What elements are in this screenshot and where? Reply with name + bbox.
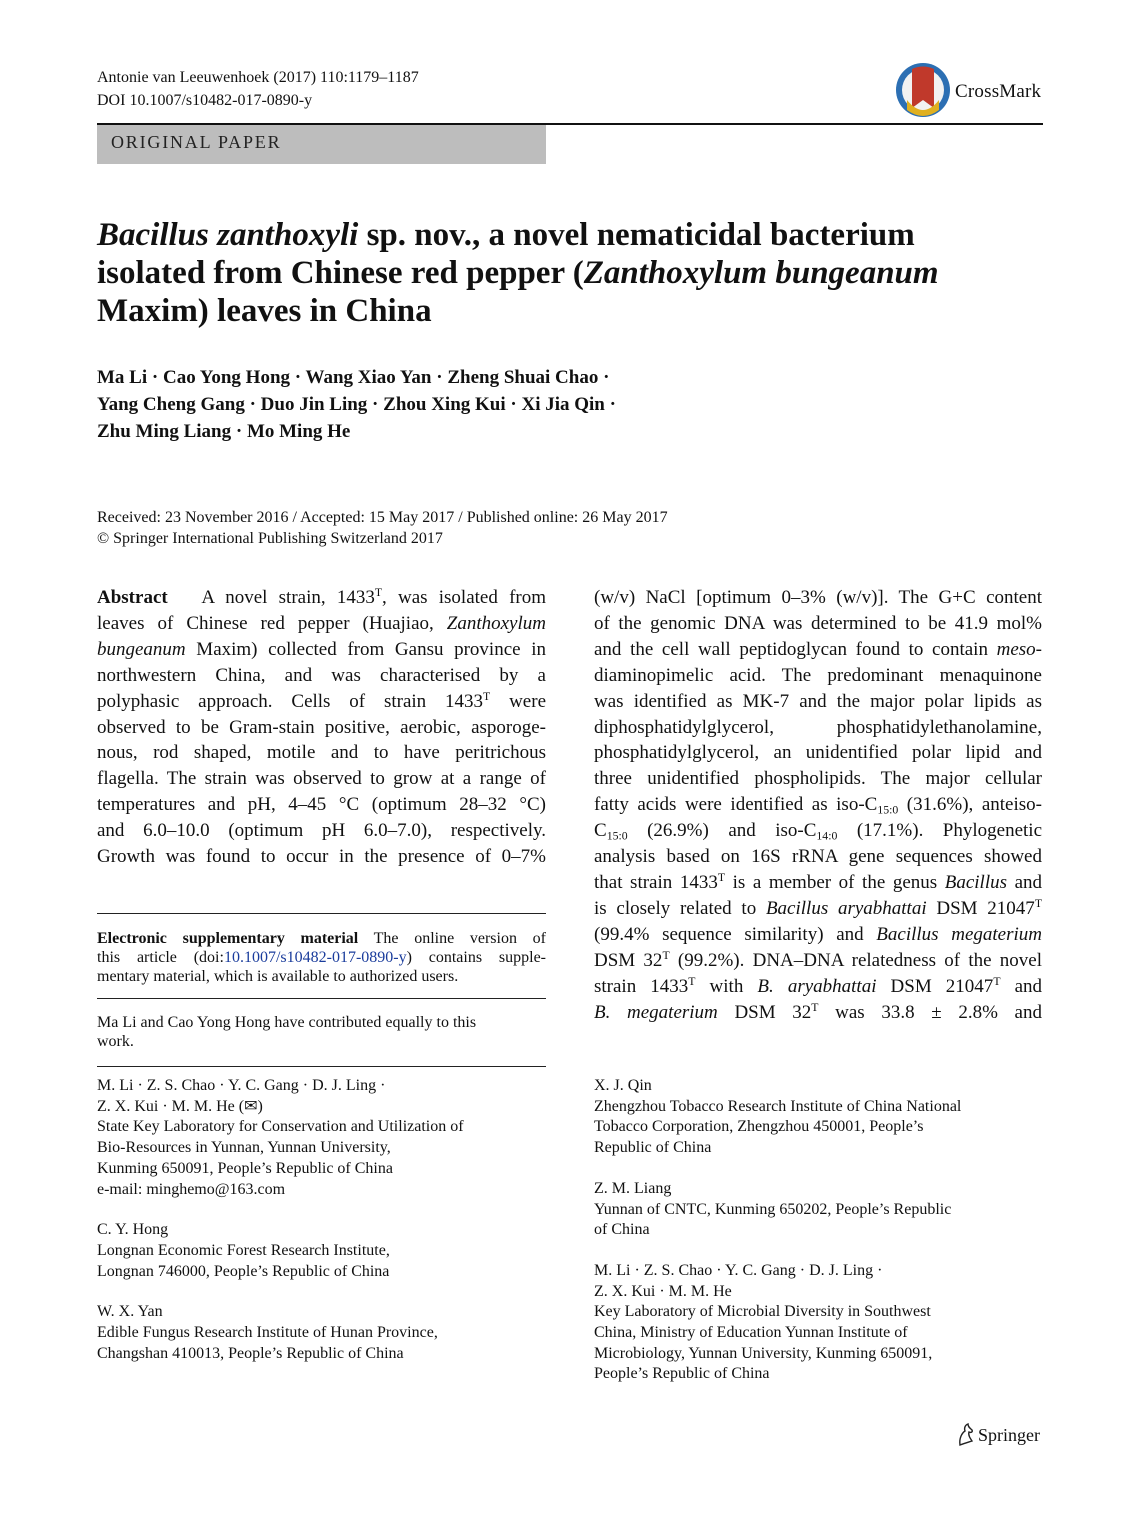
crossmark-label[interactable]: CrossMark xyxy=(955,81,1042,102)
author-list xyxy=(97,364,616,445)
affiliation-block: M. Li · Z. S. Chao · Y. C. Gang · D. J. Ling · Z. X. Kui · M. M. He Key Laboratory of Microbial Diversity in Southwest China, Ministry of Education Yunnan Institute of Microbiology, Yunnan University, Kunming 650091, People’s Republic of China xyxy=(594,1261,933,1383)
equal-contribution-note: Ma Li and Cao Yong Hong have contributed equally to this work. xyxy=(97,1014,477,1050)
doi-link[interactable]: 10.1007/s10482-017-0890-y xyxy=(223,949,407,966)
author-line: Yang Cheng Gang · Duo Jin Ling · Zhou Xing Kui · Xi Jia Qin · xyxy=(97,394,616,415)
title-species-name: Bacillus zanthoxyli xyxy=(97,217,359,253)
publisher-name: Springer xyxy=(978,1425,1040,1445)
affiliation-block: M. Li · Z. S. Chao · Y. C. Gang · D. J. Ling · Z. X. Kui · M. M. He (✉) State Key Laboratory for Conservation and Utilization of Bio-Resources in Yunnan, Yunnan University, Kunming 650091, People’s Republic of China e-mail: minghemo@163.com xyxy=(97,1076,464,1200)
esm-heading: Electronic supplementary material xyxy=(97,930,359,947)
footnote-rule xyxy=(97,998,546,999)
corresponding-email[interactable]: e-mail: minghemo@163.com xyxy=(97,1180,286,1198)
author-line: Zhu Ming Liang · Mo Ming He xyxy=(97,421,351,442)
journal-citation: Antonie van Leeuwenhoek (2017) 110:1179–1187 xyxy=(97,69,419,86)
publication-dates: Received: 23 November 2016 / Accepted: 15 May 2017 / Published online: 26 May 2017 © Springer International Publishing Switzerland 2017 xyxy=(97,509,668,547)
affiliation-block: X. J. Qin Zhengzhou Tobacco Research Institute of China National Tobacco Corporation, Zhengzhou 450001, People’s Republic of China xyxy=(594,1077,962,1157)
springer-horse-icon xyxy=(956,1423,976,1447)
abstract-left-column: Abstract A novel strain, $1433^T$, was isolated from leaves of Chinese red pepper (Huajiao, Zanthoxylum bungeanum Maxim) collected from Gansu province in northwestern China, and was characterised by a polyphasic approach. Cells of strain $1433^T$ were observed to be Gram-stain positive, aerobic, asporoge- nous, rod shaped, motile and to have peritrichous flagella. The strain was observed to grow at a range of temperatures and pH, 4–45 °C (optimum 28–32 °C) and 6.0–10.0 (optimum pH 6.0–7.0), respectively. Growth was found to occur in the presence of 0–7% xyxy=(97,585,547,868)
affiliations-right xyxy=(594,1076,961,1405)
author-line: Ma Li · Cao Yong Hong · Wang Xiao Yan · Zheng Shuai Chao · xyxy=(97,367,610,388)
supplementary-material-note: Electronic supplementary material The online version of this article (doi:10.1007/s10482-017-0890-y) contains supple- mentary material, which is available to authorized users. xyxy=(97,930,546,985)
title-host-plant: Zanthoxylum bungeanum xyxy=(583,255,939,291)
affiliation-block: C. Y. Hong Longnan Economic Forest Research Institute, Longnan 746000, People’s Republic of China xyxy=(97,1221,390,1280)
affiliation-block: Z. M. Liang Yunnan of CNTC, Kunming 650202, People’s Republic of China xyxy=(594,1179,952,1239)
copyright-line: © Springer International Publishing Switzerland 2017 xyxy=(97,530,443,547)
abstract-heading: Abstract xyxy=(97,587,168,608)
affiliation-rule xyxy=(97,1066,546,1067)
abstract-right-column: (w/v) NaCl [optimum 0–3% (w/v)]. The G+C content of the genomic DNA was determined to be 41.9 mol% and the cell wall peptidoglycan found to contain meso- diaminopimelic acid. The predominant menaquinone was identified as MK-7 and the major polar lipids as diphosphatidylglycerol, phosphatidylethanolamine, phosphatidylglycerol, an unidentified polar lipid and three unidentified phospholipids. The major cellular fatty acids were identified as iso-$C_{15:0}$ (31.6%), anteiso- $C_{15:0}$ (26.9%) and iso-$C_{14:0}$ (17.1%). Phylogenetic analysis based on 16S rRNA gene sequences showed that strain $1433^T$ is a member of the genus Bacillus and is closely related to Bacillus aryabhattai DSM $21047^T$ (99.4% sequence similarity) and Bacillus megaterium DSM $32^T$ (99.2%). DNA–DNA relatedness of the novel strain $1433^T$ with B. aryabhattai DSM $21047^T$ and B. megaterium DSM $32^T$ was 33.8 ± 2.8% and xyxy=(594,587,1043,1023)
footnote-rule xyxy=(97,913,546,914)
affiliations-left xyxy=(97,1076,464,1384)
doi-line: DOI 10.1007/s10482-017-0890-y xyxy=(97,92,313,109)
article-title: Bacillus zanthoxyli sp. nov., a novel nematicidal bacterium isolated from Chinese red pepper (Zanthoxylum bungeanum Maxim) leaves in China xyxy=(97,217,939,329)
paper-type-label: ORIGINAL PAPER xyxy=(111,132,282,152)
affiliation-block: W. X. Yan Edible Fungus Research Institute of Hunan Province, Changshan 410013, People’s Republic of China xyxy=(97,1303,438,1362)
